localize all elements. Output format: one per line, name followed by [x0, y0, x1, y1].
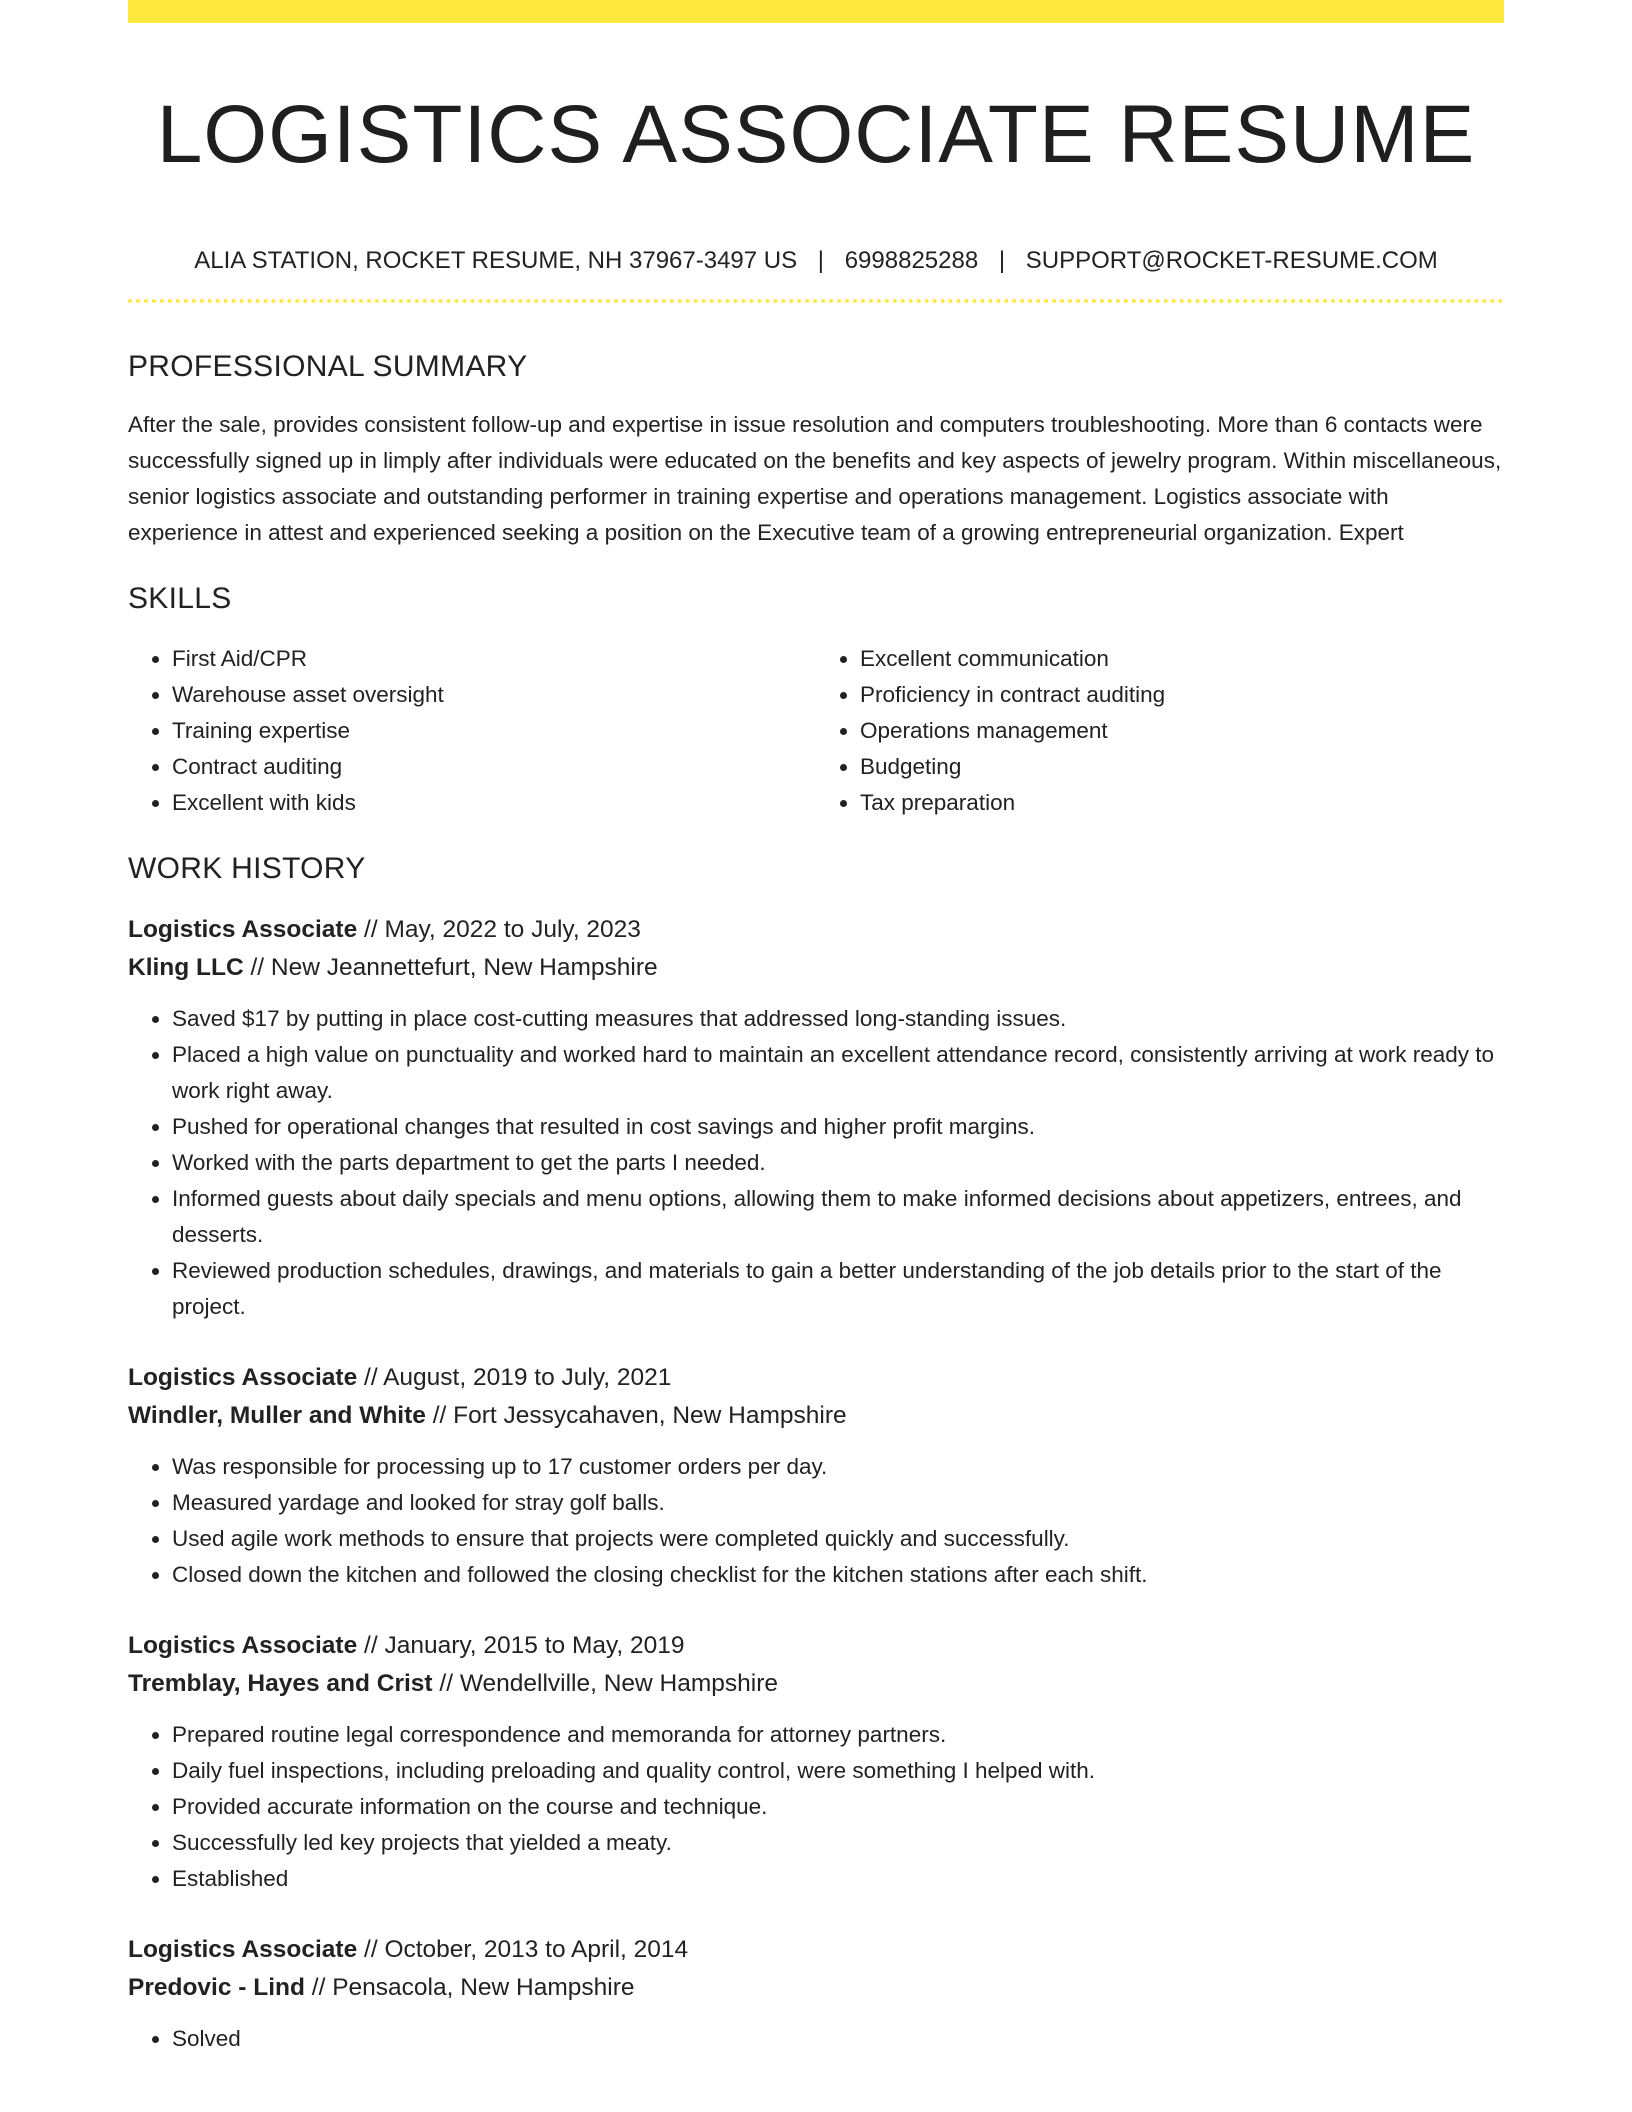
skill-item: • Operations management	[860, 713, 1504, 749]
job-title-line	[128, 1627, 1504, 1665]
skill-item: • Training expertise	[172, 713, 816, 749]
summary-heading: PROFESSIONAL SUMMARY	[128, 350, 528, 383]
skills-heading: SKILLS	[128, 582, 232, 615]
skill-item: • Proficiency in contract auditing	[860, 677, 1504, 713]
job-bullets	[128, 2021, 1504, 2057]
job-title-line	[128, 911, 1504, 949]
job-bullets	[128, 1717, 1504, 1897]
job-divider: //	[357, 1936, 385, 1963]
job-divider: //	[357, 1632, 385, 1659]
job-company-line	[128, 1969, 1504, 2007]
job-location: Fort Jessycahaven, New Hampshire	[453, 1402, 847, 1429]
job-location: Pensacola, New Hampshire	[332, 1974, 635, 2001]
contact-separator: |	[817, 247, 825, 274]
job-bullets	[128, 1001, 1504, 1325]
skill-item: • First Aid/CPR	[172, 641, 816, 677]
job-entry	[128, 1931, 1504, 2057]
job-bullet: • Placed a high value on punctuality and worked hard to maintain an excellent attendance record, consistently arriving at work ready to work right away.	[172, 1037, 1504, 1109]
summary-text: After the sale, provides consistent follow-up and expertise in issue resolution and computers troubleshooting. More than 6 contacts were successfully signed up in limply after individuals were educated on the benefits and key aspects of jewelry program. Within miscellaneous, senior logistics associate and outstanding performer in training expertise and operations management. Logistics associate with experience in attest and experienced seeking a position on the Executive team of a growing entrepreneurial organization. Expert	[128, 412, 1502, 545]
skills-column-left	[128, 641, 816, 821]
job-company: Kling LLC	[128, 954, 244, 981]
job-entry	[128, 911, 1504, 1325]
resume-title: LOGISTICS ASSOCIATE RESUME	[156, 89, 1476, 180]
top-accent-bar	[128, 0, 1504, 23]
job-company-line	[128, 1397, 1504, 1435]
job-divider: //	[425, 1402, 454, 1429]
job-bullet: • Pushed for operational changes that resulted in cost savings and higher profit margins.	[172, 1109, 1504, 1145]
job-divider: //	[432, 1670, 460, 1697]
job-entry	[128, 1359, 1504, 1593]
job-company: Predovic - Lind	[128, 1974, 305, 2001]
job-bullet: • Prepared routine legal correspondence and memoranda for attorney partners.	[172, 1717, 1504, 1753]
skill-item: • Budgeting	[860, 749, 1504, 785]
job-divider: //	[243, 954, 271, 981]
job-location: New Jeannettefurt, New Hampshire	[270, 954, 658, 981]
job-title: Logistics Associate	[128, 1936, 358, 1963]
phone-text: 6998825288	[844, 247, 979, 274]
job-bullets	[128, 1449, 1504, 1593]
job-company-line	[128, 949, 1504, 987]
job-company: Tremblay, Hayes and Crist	[128, 1670, 433, 1697]
job-title: Logistics Associate	[128, 1364, 358, 1391]
job-title: Logistics Associate	[128, 1632, 358, 1659]
job-divider: //	[357, 1364, 384, 1391]
job-divider: //	[357, 916, 385, 943]
header-divider	[128, 299, 1504, 303]
job-company: Windler, Muller and White	[128, 1402, 426, 1429]
job-location: Wendellville, New Hampshire	[459, 1670, 778, 1697]
job-bullet: • Informed guests about daily specials and menu options, allowing them to make informed decisions about appetizers, entrees, and desserts.	[172, 1181, 1504, 1253]
job-company-line	[128, 1665, 1504, 1703]
job-title: Logistics Associate	[128, 916, 358, 943]
job-bullet: • Worked with the parts department to get the parts I needed.	[172, 1145, 1504, 1181]
job-divider: //	[304, 1974, 333, 2001]
job-bullet: • Measured yardage and looked for stray golf balls.	[172, 1485, 1504, 1521]
skill-item: • Tax preparation	[860, 785, 1504, 821]
contact-separator: |	[998, 247, 1006, 274]
job-bullet: • Successfully led key projects that yielded a meaty.	[172, 1825, 1504, 1861]
job-title-line	[128, 1931, 1504, 1969]
email-text: SUPPORT@ROCKET-RESUME.COM	[1025, 247, 1438, 274]
job-bullet: • Solved	[172, 2021, 1504, 2057]
resume-page	[128, 0, 1504, 2057]
job-bullet: • Established	[172, 1861, 1504, 1897]
job-bullet: • Saved $17 by putting in place cost-cutting measures that addressed long-standing issues.	[172, 1001, 1504, 1037]
job-bullet: • Provided accurate information on the course and technique.	[172, 1789, 1504, 1825]
skill-item: • Excellent communication	[860, 641, 1504, 677]
skill-item: • Contract auditing	[172, 749, 816, 785]
job-title-line	[128, 1359, 1504, 1397]
job-dates: January, 2015 to May, 2019	[384, 1632, 685, 1659]
job-bullet: • Closed down the kitchen and followed the closing checklist for the kitchen stations after each shift.	[172, 1557, 1504, 1593]
work-history-heading: WORK HISTORY	[128, 852, 366, 885]
job-bullet: • Reviewed production schedules, drawings, and materials to gain a better understanding of the job details prior to the start of the project.	[172, 1253, 1504, 1325]
address-text: ALIA STATION, ROCKET RESUME, NH 37967-3497 US	[194, 247, 798, 274]
skill-item: • Excellent with kids	[172, 785, 816, 821]
job-bullet: • Used agile work methods to ensure that projects were completed quickly and successfully.	[172, 1521, 1504, 1557]
job-bullet: • Daily fuel inspections, including preloading and quality control, were something I helped with.	[172, 1753, 1504, 1789]
job-dates: October, 2013 to April, 2014	[384, 1936, 689, 1963]
skill-item: • Warehouse asset oversight	[172, 677, 816, 713]
job-dates: May, 2022 to July, 2023	[384, 916, 641, 943]
job-entry	[128, 1627, 1504, 1897]
skills-list	[128, 641, 1504, 821]
skills-column-right	[816, 641, 1504, 821]
job-dates: August, 2019 to July, 2021	[383, 1364, 672, 1391]
contact-line	[128, 245, 1504, 277]
job-bullet: • Was responsible for processing up to 17 customer orders per day.	[172, 1449, 1504, 1485]
